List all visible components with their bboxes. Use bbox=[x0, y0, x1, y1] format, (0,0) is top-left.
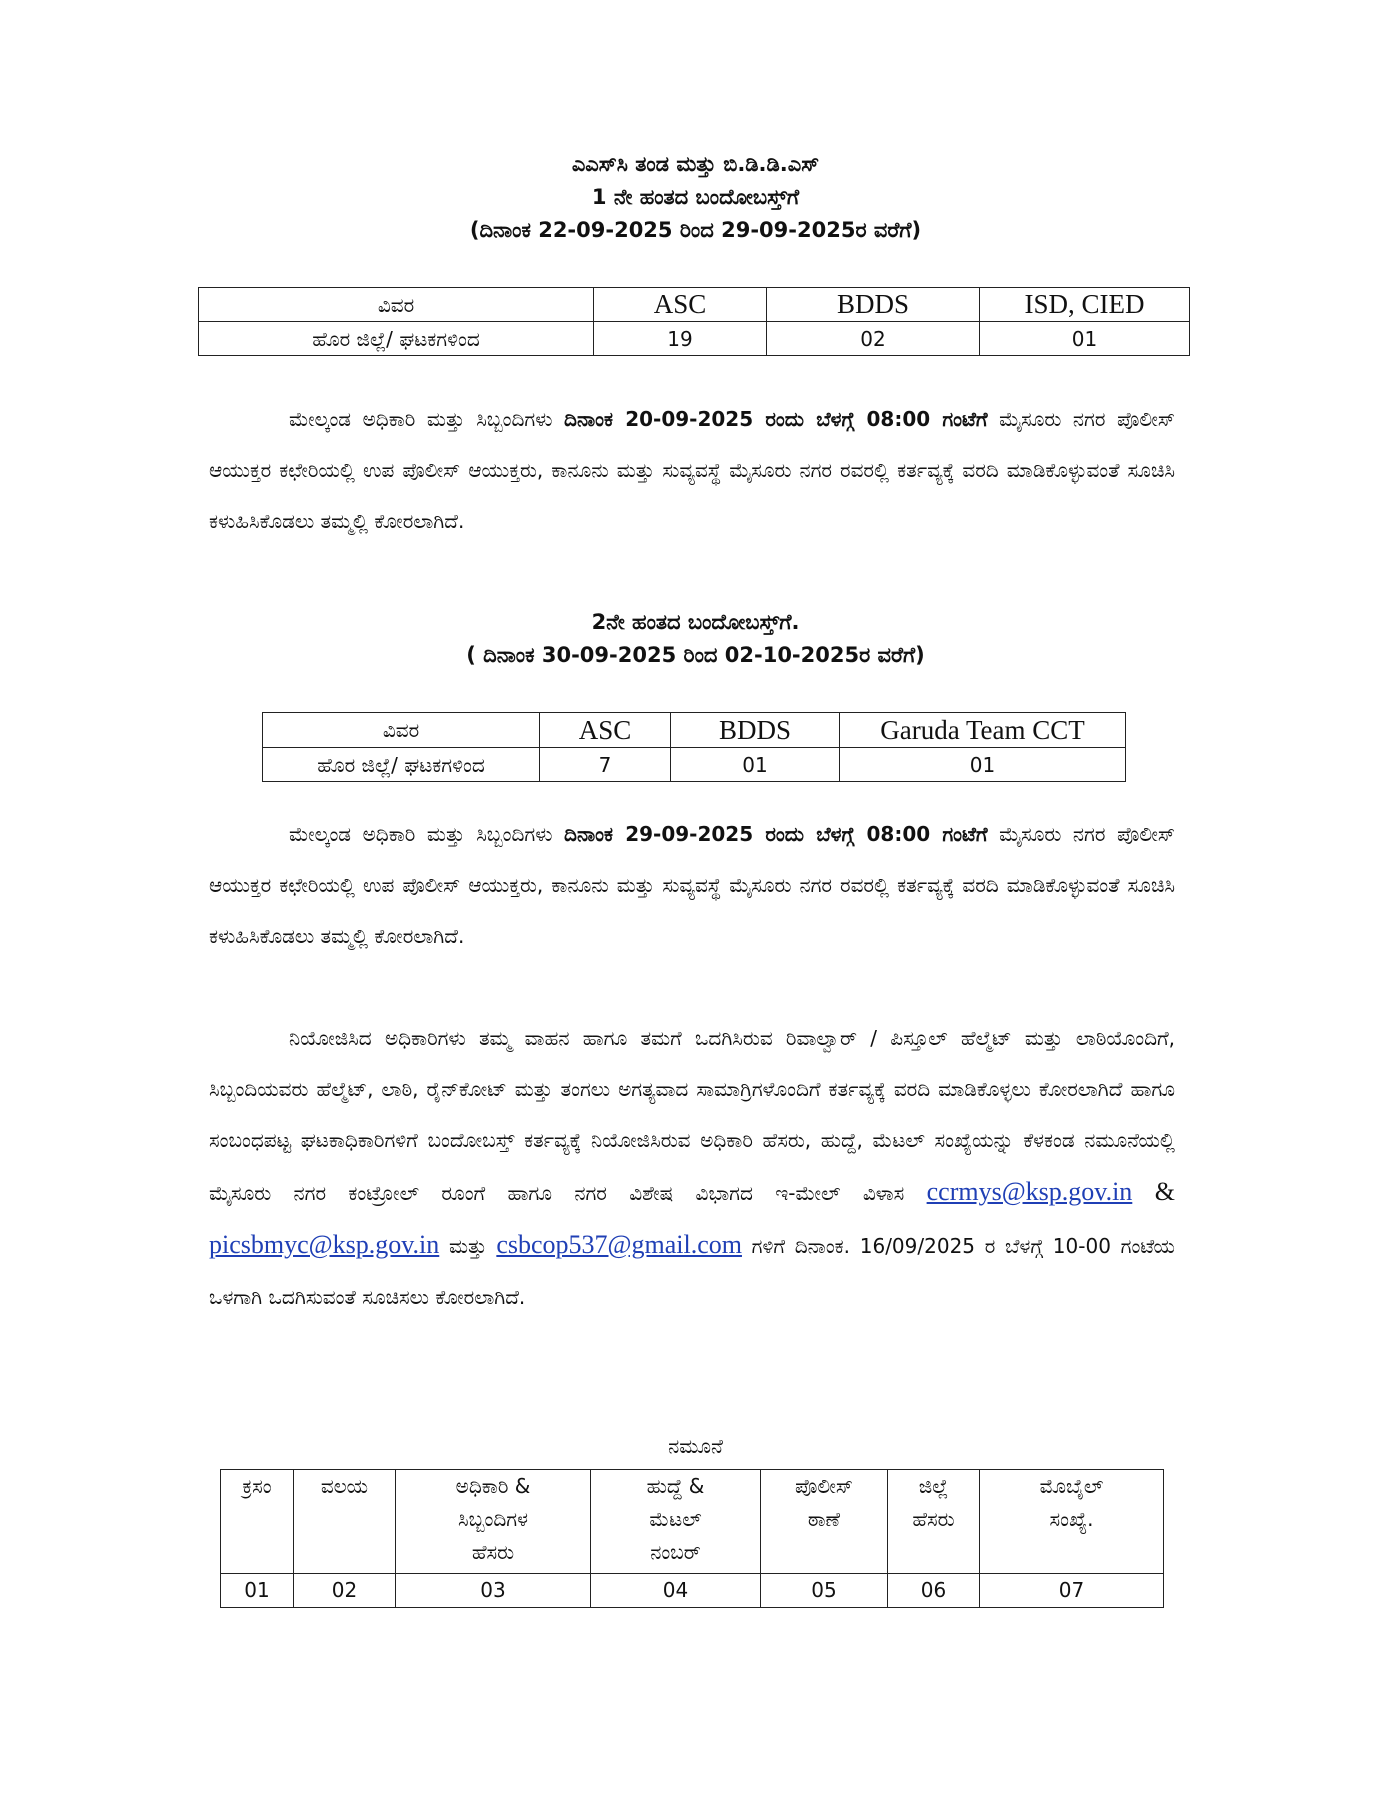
form-cell: 07 bbox=[980, 1574, 1164, 1608]
table-cell: 01 bbox=[840, 748, 1126, 782]
para-1-bold-date: ದಿನಾಂಕ 20-09-2025 ರಂದು ಬೆಳಗ್ಗೆ 08:00 ಗಂಟೆಗೆ bbox=[564, 407, 988, 431]
phase-2-table bbox=[262, 712, 1126, 782]
table-cell: ಹೊರ ಜಿಲ್ಲೆ/ ಘಟಕಗಳಿಂದ bbox=[199, 322, 594, 356]
table-cell: 01 bbox=[671, 748, 840, 782]
table-header-cell: Garuda Team CCT bbox=[840, 713, 1126, 748]
paragraph-phase-2 bbox=[209, 809, 1175, 962]
form-cell: 05 bbox=[761, 1574, 888, 1608]
form-header-officer-name bbox=[396, 1470, 591, 1574]
para-3-text-3: ಗಳಿಗೆ ದಿನಾಂಕ. 16/09/2025 ರ ಬೆಳಗ್ಗೆ 10-00 ಗಂಟೆಯ ಒಳಗಾಗಿ ಒದಗಿಸುವಂತೆ ಸೂಚಿಸಲು ಕೋರಲಾಗಿದೆ. bbox=[209, 1234, 1175, 1309]
paragraph-phase-1 bbox=[209, 394, 1175, 547]
table-row bbox=[199, 288, 1190, 322]
form-cell: 01 bbox=[221, 1574, 294, 1608]
heading-1-line-1: ಎಎಸ್‌ಸಿ ತಂಡ ಮತ್ತು ಬಿ.ಡಿ.ಡಿ.ಎಸ್ bbox=[571, 152, 820, 176]
form-header-line: ವಲಯ bbox=[320, 1474, 369, 1498]
heading-2-line-1: 2ನೇ ಹಂತದ ಬಂದೋಬಸ್ತ್‌ಗೆ. bbox=[591, 610, 800, 634]
table-cell: 19 bbox=[594, 322, 767, 356]
table-header-cell: ASC bbox=[594, 288, 767, 322]
form-header-line: ಹುದ್ದೆ & bbox=[646, 1474, 705, 1498]
table-header-cell: ISD, CIED bbox=[980, 288, 1190, 322]
table-cell: 01 bbox=[980, 322, 1190, 356]
table-header-cell: ವಿವರ bbox=[199, 288, 594, 322]
form-title: ನಮೂನೆ bbox=[668, 1434, 723, 1458]
para-3-text-2: ಮತ್ತು bbox=[439, 1234, 497, 1258]
table-header-cell: ವಿವರ bbox=[263, 713, 540, 748]
form-header-serial bbox=[221, 1470, 294, 1574]
table-header-cell: BDDS bbox=[767, 288, 980, 322]
form-header-line: ಸಂಖ್ಯೆ. bbox=[1049, 1507, 1094, 1531]
para-2-text-rest: ಮೈಸೂರು ನಗರ ಪೊಲೀಸ್ ಆಯುಕ್ತರ ಕಛೇರಿಯಲ್ಲಿ ಉಪ ಪೊಲೀಸ್ ಆಯುಕ್ತರು, ಕಾನೂನು ಮತ್ತು ಸುವ್ಯವಸ್ಥೆ ಮೈಸೂರು ನಗರ ರವರಲ್ಲಿ ಕರ್ತವ್ಯಕ್ಕೆ ವರದಿ ಮಾಡಿಕೊಳ್ಳುವಂತೆ ಸೂಚಿಸಿ ಕಳುಹಿಸಿಕೊಡಲು ತಮ್ಮಲ್ಲಿ ಕೋರಲಾಗಿದೆ. bbox=[209, 822, 1175, 948]
email-link-ccrmys[interactable]: ccrmys@ksp.gov.in bbox=[926, 1177, 1133, 1206]
form-cell: 03 bbox=[396, 1574, 591, 1608]
para-1-text: ಮೇಲ್ಕಂಡ ಅಧಿಕಾರಿ ಮತ್ತು ಸಿಬ್ಬಂದಿಗಳು bbox=[289, 407, 565, 431]
form-header-designation bbox=[591, 1470, 761, 1574]
form-header-line: ನಂಬರ್ bbox=[650, 1540, 701, 1564]
form-header-zone bbox=[294, 1470, 396, 1574]
form-table bbox=[220, 1469, 1164, 1608]
para-3-text: ನಿಯೋಜಿಸಿದ ಅಧಿಕಾರಿಗಳು ತಮ್ಮ ವಾಹನ ಹಾಗೂ ತಮಗೆ ಒದಗಿಸಿರುವ ರಿವಾಲ್ವಾರ್ / ಪಿಸ್ತೂಲ್ ಹೆಲ್ಮೆಟ್ ಮತ್ತು ಲಾಠಿಯೊಂದಿಗೆ, ಸಿಬ್ಬಂದಿಯವರು ಹೆಲ್ಮೆಟ್, ಲಾಠಿ, ರೈನ್‌ಕೋಟ್ ಮತ್ತು ತಂಗಲು ಅಗತ್ಯವಾದ ಸಾಮಾಗ್ರಿಗಳೊಂದಿಗೆ ಕರ್ತವ್ಯಕ್ಕೆ ವರದಿ ಮಾಡಿಕೊಳ್ಳಲು ಕೋರಲಾಗಿದೆ ಹಾಗೂ ಸಂಬಂಧಪಟ್ಟ ಘಟಕಾಧಿಕಾರಿಗಳಿಗೆ ಬಂದೋಬಸ್ತ್ ಕರ್ತವ್ಯಕ್ಕೆ ನಿಯೋಜಿಸಿರುವ ಅಧಿಕಾರಿ ಹೆಸರು, ಹುದ್ದೆ, ಮೆಟಲ್ ಸಂಖ್ಯೆಯನ್ನು ಕೆಳಕಂಡ ನಮೂನೆಯಲ್ಲಿ ಮೈಸೂರು ನಗರ ಕಂಟ್ರೋಲ್ ರೂಂಗೆ ಹಾಗೂ ನಗರ ವಿಶೇಷ ವಿಭಾಗದ ಇ-ಮೇಲ್ ವಿಳಾಸ bbox=[209, 1026, 1175, 1205]
table-cell: ಹೊರ ಜಿಲ್ಲೆ/ ಘಟಕಗಳಿಂದ bbox=[263, 748, 540, 782]
form-header-line: ಸಿಬ್ಬಂದಿಗಳ bbox=[458, 1507, 528, 1531]
table-cell: 7 bbox=[540, 748, 671, 782]
paragraph-instructions bbox=[209, 1013, 1175, 1323]
form-header-line: ಕ್ರಸಂ bbox=[242, 1474, 272, 1498]
table-row bbox=[263, 748, 1126, 782]
phase-1-table bbox=[198, 287, 1190, 356]
para-1-text-rest: ಮೈಸೂರು ನಗರ ಪೊಲೀಸ್ ಆಯುಕ್ತರ ಕಛೇರಿಯಲ್ಲಿ ಉಪ ಪೊಲೀಸ್ ಆಯುಕ್ತರು, ಕಾನೂನು ಮತ್ತು ಸುವ್ಯವಸ್ಥೆ ಮೈಸೂರು ನಗರ ರವರಲ್ಲಿ ಕರ್ತವ್ಯಕ್ಕೆ ವರದಿ ಮಾಡಿಕೊಳ್ಳುವಂತೆ ಸೂಚಿಸಿ ಕಳುಹಿಸಿಕೊಡಲು ತಮ್ಮಲ್ಲಿ ಕೋರಲಾಗಿದೆ. bbox=[209, 407, 1175, 533]
form-header-line: ಅಧಿಕಾರಿ & bbox=[455, 1474, 531, 1498]
table-row bbox=[221, 1470, 1164, 1574]
form-header-line: ಪೊಲೀಸ್ bbox=[795, 1474, 853, 1498]
email-link-csbcop537[interactable]: csbcop537@gmail.com bbox=[496, 1230, 742, 1259]
table-header-cell: BDDS bbox=[671, 713, 840, 748]
heading-1-line-2: 1 ನೇ ಹಂತದ ಬಂದೋಬಸ್ತ್‌ಗೆ bbox=[591, 185, 800, 209]
heading-2-line-2: ( ದಿನಾಂಕ 30-09-2025 ರಿಂದ 02-10-2025ರ ವರೆಗೆ) bbox=[466, 643, 925, 667]
form-header-line: ಮೆಟಲ್ bbox=[649, 1507, 702, 1531]
form-header-line: ಜಿಲ್ಲೆ bbox=[918, 1474, 949, 1498]
para-2-text: ಮೇಲ್ಕಂಡ ಅಧಿಕಾರಿ ಮತ್ತು ಸಿಬ್ಬಂದಿಗಳು bbox=[289, 822, 565, 846]
form-header-line: ಮೊಬೈಲ್ bbox=[1039, 1474, 1104, 1498]
heading-phase-1 bbox=[0, 148, 1391, 247]
heading-1-line-3: (ದಿನಾಂಕ 22-09-2025 ರಿಂದ 29-09-2025ರ ವರೆಗೆ) bbox=[469, 218, 922, 242]
email-link-picsbmyc[interactable]: picsbmyc@ksp.gov.in bbox=[209, 1230, 440, 1259]
table-row bbox=[263, 713, 1126, 748]
form-cell: 06 bbox=[888, 1574, 980, 1608]
form-header-police-station bbox=[761, 1470, 888, 1574]
form-header-line: ಹೆಸರು bbox=[471, 1540, 515, 1564]
form-header-district bbox=[888, 1470, 980, 1574]
table-row bbox=[199, 322, 1190, 356]
para-2-bold-date: ದಿನಾಂಕ 29-09-2025 ರಂದು ಬೆಳಗ್ಗೆ 08:00 ಗಂಟೆಗೆ bbox=[564, 822, 988, 846]
form-header-line: ಠಾಣೆ bbox=[807, 1507, 841, 1531]
heading-phase-2 bbox=[0, 606, 1391, 672]
table-header-cell: ASC bbox=[540, 713, 671, 748]
form-header-line: ಹೆಸರು bbox=[912, 1507, 955, 1531]
form-cell: 02 bbox=[294, 1574, 396, 1608]
table-row bbox=[221, 1574, 1164, 1608]
table-cell: 02 bbox=[767, 322, 980, 356]
form-header-mobile bbox=[980, 1470, 1164, 1574]
ampersand: & bbox=[1132, 1177, 1175, 1206]
form-cell: 04 bbox=[591, 1574, 761, 1608]
